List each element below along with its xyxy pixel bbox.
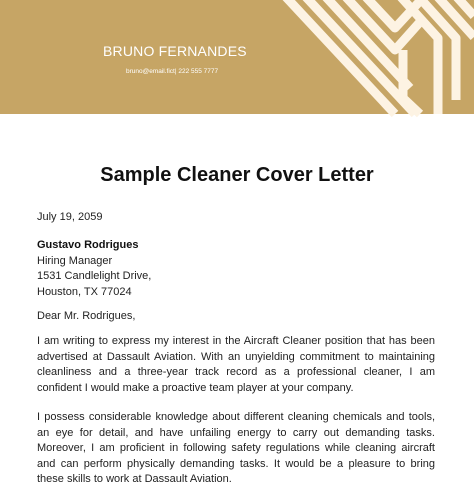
letterhead-banner	[0, 0, 474, 114]
body-paragraph: I possess considerable knowledge about different cleaning chemicals and tools, an eye for detail, and have unfailing energy to carry out demanding tasks. Moreover, I am proficient in following safety regulations while cleaning aircraft and can perform physically demanding tasks. It would be a pleasure to bring these skills to work at Dassault Aviation.	[37, 411, 435, 485]
document-title: Sample Cleaner Cover Letter	[100, 164, 374, 186]
sender-contact: bruno@email.fict| 222 555 7777	[126, 68, 219, 75]
recipient-block	[37, 238, 151, 300]
body-paragraph: I am writing to express my interest in the Aircraft Cleaner position that has been advertised at Dassault Aviation. With an unyielding commitment to maintaining cleanliness and a three-year track record as a professional cleaner, I am confident I would make a proactive team player at your company.	[37, 335, 435, 394]
recipient-title: Hiring Manager	[37, 254, 113, 267]
letter-date: July 19, 2059	[37, 211, 103, 223]
recipient-address-line2: Houston, TX 77024	[37, 285, 132, 298]
decorative-stripe	[403, 50, 420, 114]
sender-name: BRUNO FERNANDES	[103, 43, 247, 59]
salutation: Dear Mr. Rodrigues,	[37, 310, 136, 322]
recipient-name: Gustavo Rodrigues	[37, 239, 139, 251]
recipient-address-line1: 1531 Candlelight Drive,	[37, 270, 152, 282]
